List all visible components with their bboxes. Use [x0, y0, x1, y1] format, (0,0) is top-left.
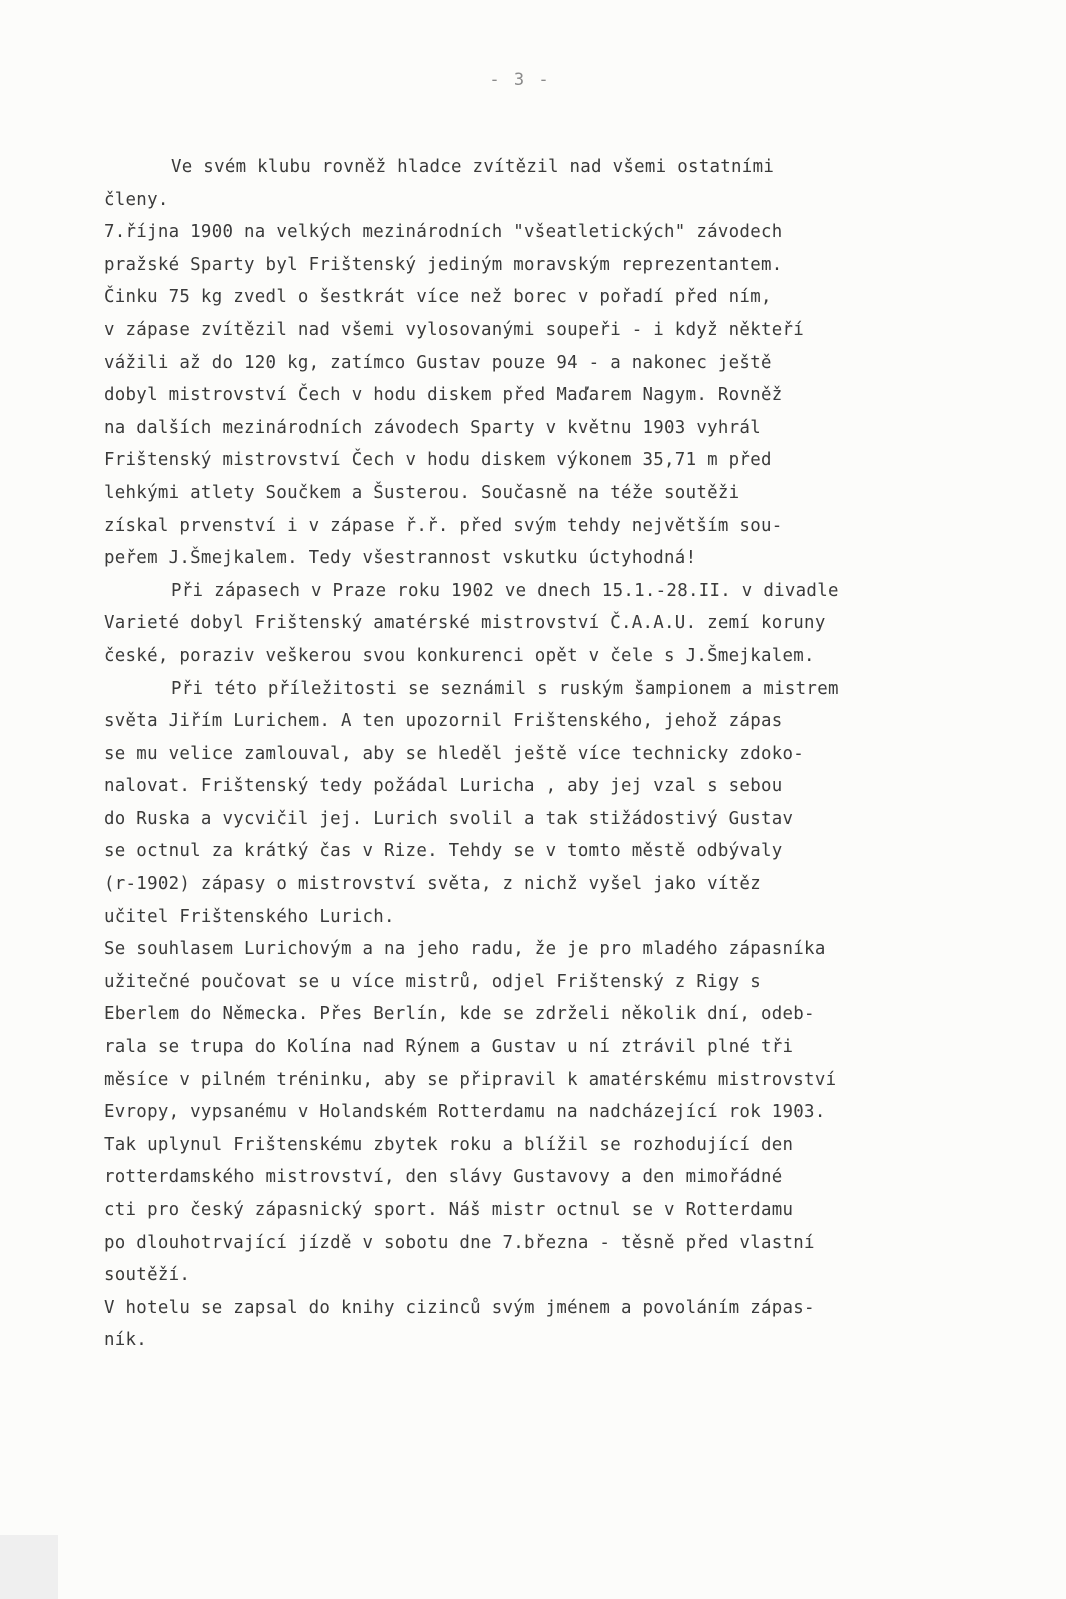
text-line: získal prvenství i v zápase ř.ř. před svým tehdy největším sou- [104, 515, 783, 536]
text-line: české, poraziv veškerou svou konkurenci opět v čele s J.Šmejkalem. [104, 645, 815, 666]
scan-corner-artifact [0, 1535, 58, 1599]
text-line: Se souhlasem Lurichovým a na jeho radu, že je pro mladého zápasníka [104, 939, 826, 960]
text-line: peřem J.Šmejkalem. Tedy všestrannost vskutku úctyhodná! [104, 548, 697, 569]
text-line: vážili až do 120 kg, zatímco Gustav pouze 94 - a nakonec ještě [104, 352, 772, 373]
text-line: na dalších mezinárodních závodech Sparty v květnu 1903 vyhrál [104, 417, 761, 438]
text-line: rotterdamského mistrovství, den slávy Gustavovy a den mimořádné [104, 1167, 783, 1188]
text-line: se mu velice zamlouval, aby se hleděl ještě více technicky zdoko- [104, 743, 805, 764]
text-line: užitečné poučovat se u více mistrů, odjel Frištenský z Rigy s [104, 971, 761, 992]
body-text [104, 151, 984, 1357]
text-line: v zápase zvítězil nad všemi vylosovanými soupeři - i když někteří [104, 319, 805, 340]
text-line: Tak uplynul Frištenskému zbytek roku a blížil se rozhodující den [104, 1134, 794, 1155]
text-line: cti pro český zápasnický sport. Náš mistr octnul se v Rotterdamu [104, 1200, 794, 1220]
text-line: rala se trupa do Kolína nad Rýnem a Gustav u ní ztrávil plné tři [104, 1037, 794, 1058]
text-line: ník. [104, 1330, 148, 1351]
text-line: učitel Frištenského Lurich. [104, 906, 395, 927]
text-line: měsíce v pilném tréninku, aby se připravil k amatérskému mistrovství [104, 1069, 837, 1090]
text-line: Varieté dobyl Frištenský amatérské mistrovství Č.A.A.U. zemí koruny [104, 613, 826, 634]
text-line: Eberlem do Německa. Přes Berlín, kde se zdrželi několik dní, odeb- [104, 1004, 815, 1025]
text-line: Při zápasech v Praze roku 1902 ve dnech 15.1.-28.II. v divadle [171, 580, 839, 601]
text-line: (r-1902) zápasy o mistrovství světa, z nichž vyšel jako vítěz [104, 874, 761, 895]
text-line: pražské Sparty byl Frištenský jediným moravským reprezentantem. [104, 254, 783, 275]
text-line: po dlouhotrvající jízdě v sobotu dne 7.března - těsně před vlastní [104, 1232, 815, 1253]
text-line: dobyl mistrovství Čech v hodu diskem před Maďarem Nagym. Rovněž [104, 385, 783, 406]
text-line: Ve svém klubu rovněž hladce zvítězil nad všemi ostatními [171, 157, 775, 177]
text-line: Evropy, vypsanému v Holandském Rotterdamu na nadcházející rok 1903. [104, 1102, 826, 1123]
text-line: soutěží. [104, 1265, 191, 1286]
text-line: členy. [104, 189, 169, 210]
text-line: do Ruska a vycvičil jej. Lurich svolil a tak stižádostivý Gustav [104, 808, 794, 829]
text-line: lehkými atlety Součkem a Šusterou. Současně na téže soutěži [104, 482, 740, 503]
text-line: se octnul za krátký čas v Rize. Tehdy se v tomto městě odbývaly [104, 841, 783, 862]
text-line: Činku 75 kg zvedl o šestkrát více než borec v pořadí před ním, [104, 287, 772, 308]
text-line: nalovat. Frištenský tedy požádal Luricha , aby jej vzal s sebou [104, 776, 783, 797]
text-line: Frištenský mistrovství Čech v hodu diskem výkonem 35,71 m před [104, 450, 772, 471]
text-line: světa Jiřím Lurichem. A ten upozornil Frištenského, jehož zápas [104, 711, 783, 732]
text-line: V hotelu se zapsal do knihy cizinců svým jménem a povoláním zápas- [104, 1297, 815, 1318]
page-number: - 3 - [489, 70, 551, 90]
text-line: Při této příležitosti se seznámil s ruským šampionem a mistrem [171, 678, 839, 699]
text-line: 7.října 1900 na velkých mezinárodních "všeatletických" závodech [104, 222, 783, 243]
